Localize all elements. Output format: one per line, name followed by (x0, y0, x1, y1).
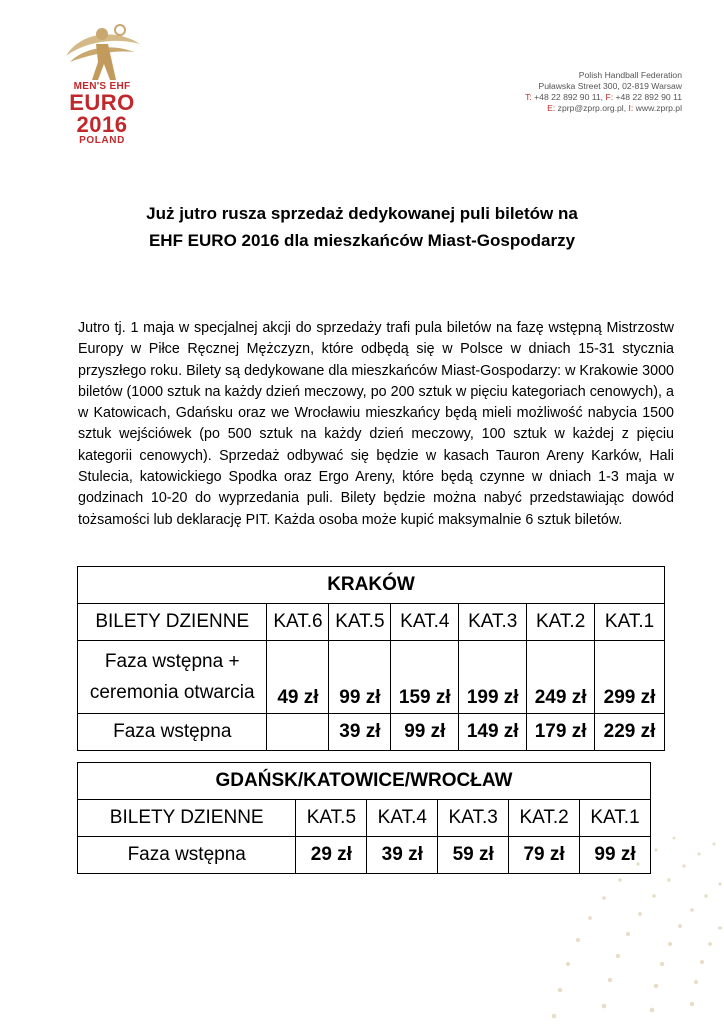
document-title (60, 200, 664, 254)
header-cell: BILETY DZIENNE (78, 800, 296, 837)
euro-2016-logo (56, 22, 148, 146)
title-line-2: EHF EURO 2016 dla mieszkańców Miast-Gospodarzy (148, 231, 576, 250)
header-cell: KAT.5 (296, 800, 367, 837)
org-name: Polish Handball Federation (578, 70, 682, 80)
price-cell: 59 zł (438, 837, 509, 874)
price-cell: 99 zł (329, 641, 391, 714)
header-cell: BILETY DZIENNE (78, 604, 267, 641)
fax-label: F: (605, 92, 614, 102)
table-row (78, 604, 665, 641)
web-label: I: (628, 103, 634, 113)
krakow-price-table (77, 566, 665, 751)
header-cell: KAT.6 (267, 604, 329, 641)
email-line (525, 103, 682, 114)
price-cell: 99 zł (580, 837, 651, 874)
phone-line (525, 92, 682, 103)
org-address: Puławska Street 300, 02-819 Warsaw (538, 81, 682, 91)
other-cities-header: GDAŃSK/KATOWICE/WROCŁAW (78, 763, 651, 800)
price-cell: 229 zł (595, 714, 665, 751)
price-cell: 159 zł (391, 641, 459, 714)
phone-number: +48 22 892 90 11, (534, 92, 604, 102)
table-row (78, 641, 665, 714)
price-cell: 99 zł (391, 714, 459, 751)
fax-number: +48 22 892 90 11 (615, 92, 682, 102)
price-cell: 39 zł (329, 714, 391, 751)
price-cell: 49 zł (267, 641, 329, 714)
header-cell: KAT.4 (367, 800, 438, 837)
decorative-swirl-graphic (474, 824, 724, 1024)
header-cell: KAT.1 (595, 604, 665, 641)
contact-block (525, 70, 682, 114)
price-cell: 79 zł (509, 837, 580, 874)
price-cell: 249 zł (527, 641, 595, 714)
price-cell: 299 zł (595, 641, 665, 714)
krakow-city-header: KRAKÓW (78, 567, 665, 604)
header-cell: KAT.4 (391, 604, 459, 641)
logo-line-euro: EURO (69, 90, 135, 115)
logo-line-year: 2016 (76, 112, 128, 137)
row-label-cell: Faza wstępna (78, 837, 296, 874)
web-address[interactable]: www.zprp.pl (635, 103, 682, 113)
header-cell: KAT.3 (438, 800, 509, 837)
row-label-cell: Faza wstępna (78, 714, 267, 751)
header-cell: KAT.5 (329, 604, 391, 641)
table-row (78, 714, 665, 751)
price-cell: 179 zł (527, 714, 595, 751)
row-label-line: Faza wstępna + (104, 651, 240, 672)
header-cell: KAT.2 (509, 800, 580, 837)
price-cell: 29 zł (296, 837, 367, 874)
row-label-line: ceremonia otwarcia (89, 682, 255, 703)
header-cell: KAT.1 (580, 800, 651, 837)
logo-line-poland: POLAND (79, 135, 125, 146)
email-address[interactable]: zprp@zprp.org.pl, (557, 103, 627, 113)
price-cell: 39 zł (367, 837, 438, 874)
handball-player-icon (56, 22, 148, 82)
header-cell: KAT.3 (459, 604, 527, 641)
logo-line-mens-ehf: MEN'S EHF (73, 81, 131, 92)
email-label: E: (547, 103, 556, 113)
price-cell: 199 zł (459, 641, 527, 714)
body-paragraph: Jutro tj. 1 maja w specjalnej akcji do sprzedaży trafi pula biletów na fazę wstępną Mistrzostw Europy w Piłce Ręcznej Mężczyzn, które odbędą się w Polsce w dniach 15-31 stycznia przyszłego roku. Bilety są dedykowane dla mieszkańców Miast-Gospodarzy: w Krakowie 3000 biletów (1000 sztuk na każdy dzień meczowy, po 200 sztuk w pięciu kategoriach cenowych), a w Katowicach, Gdańsku oraz we Wrocławiu mieszkańcy będą mieli możliwość nabycia 1500 sztuk wejściówek (po 500 sztuk na każdy dzień meczowy, 100 sztuk w każdej z pięciu kategorii cenowych). Sprzedaż odbywać się będzie w kasach Tauron Areny Karków, Hali Stulecia, katowickiego Spodka oraz Ergo Areny, które będą czynne w dniach 1-3 maja w godzinach 10-20 do wyprzedania puli. Bilety będzie można nabyć przedstawiając dowód tożsamości lub deklarację PIT. Każda osoba może kupić maksymalnie 6 sztuk biletów. (78, 320, 674, 528)
title-line-1: Już jutro rusza sprzedaż dedykowanej puli biletów na (146, 204, 578, 223)
phone-label: T: (525, 92, 532, 102)
price-cell: 149 zł (459, 714, 527, 751)
price-cell (267, 714, 329, 751)
row-label-cell (78, 641, 267, 714)
header-cell: KAT.2 (527, 604, 595, 641)
